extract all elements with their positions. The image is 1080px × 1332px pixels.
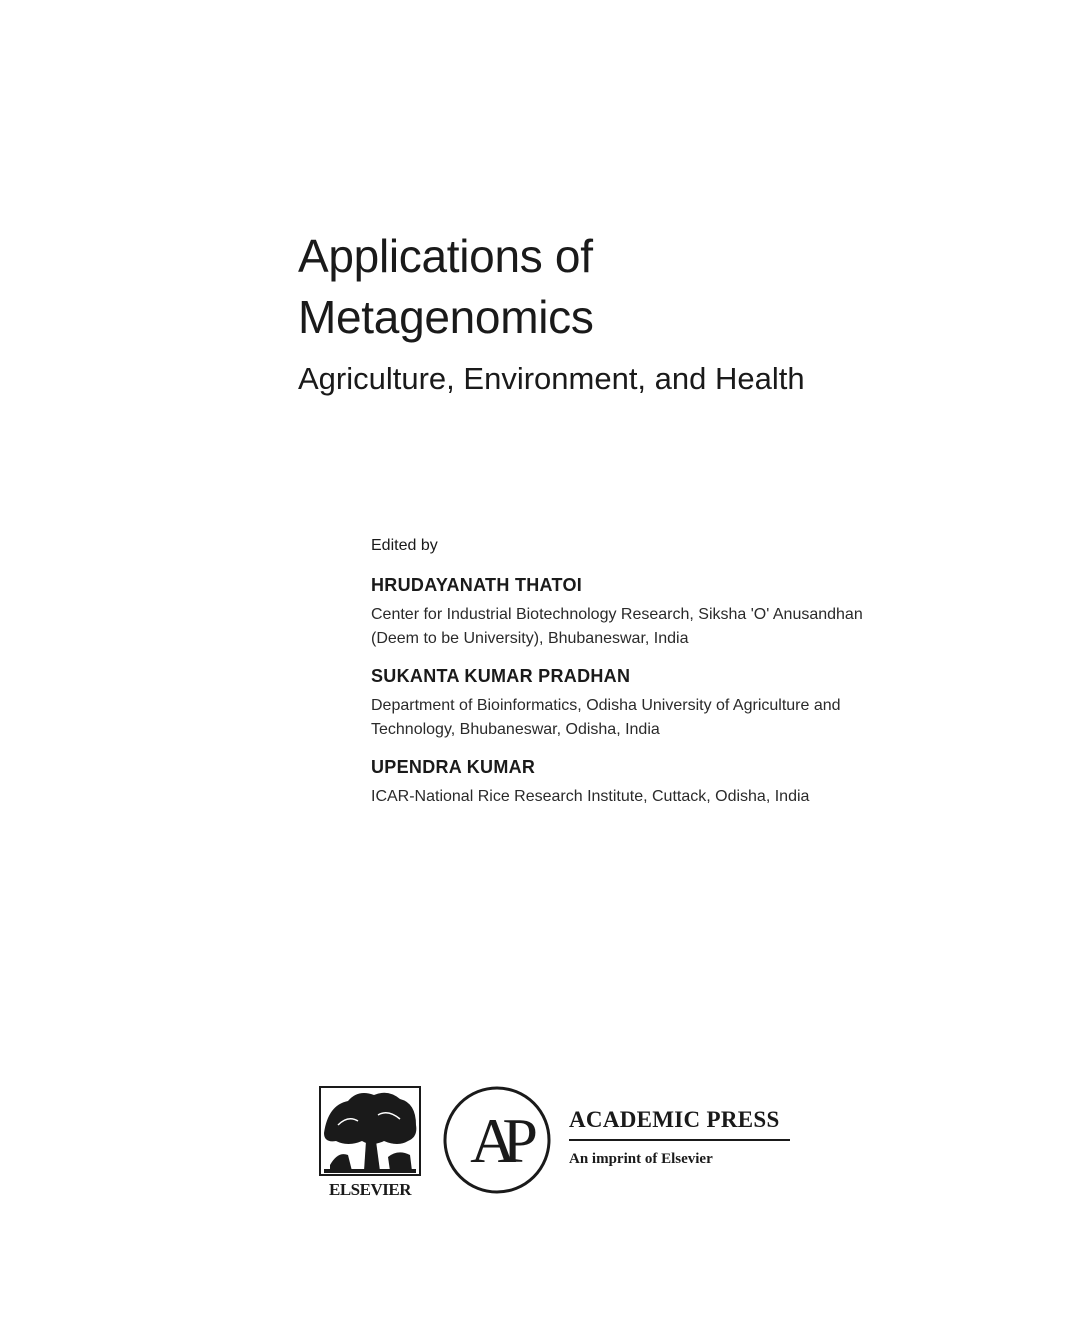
editor-affiliation-line: Technology, Bhubaneswar, Odisha, India <box>371 721 660 738</box>
editor-entry <box>371 755 971 809</box>
book-title-line-1: Applications of <box>298 230 593 282</box>
book-subtitle: Agriculture, Environment, and Health <box>298 361 805 396</box>
edited-by-label: Edited by <box>371 537 438 554</box>
editor-affiliation-line: Department of Bioinformatics, Odisha University of Agriculture and <box>371 697 841 714</box>
elsevier-logo <box>318 1085 422 1199</box>
editor-affiliation-line: Center for Industrial Biotechnology Research, Siksha 'O' Anusandhan <box>371 606 863 623</box>
editor-affiliation-line: (Deem to be University), Bhubaneswar, India <box>371 630 689 647</box>
academic-press-rule <box>569 1139 790 1141</box>
academic-press-name: ACADEMIC PRESS <box>569 1107 780 1132</box>
editor-affiliation-line: ICAR-National Rice Research Institute, Cuttack, Odisha, India <box>371 788 810 805</box>
publisher-logos <box>318 1085 818 1205</box>
elsevier-wordmark: ELSEVIER <box>329 1180 411 1199</box>
book-title-line-2: Metagenomics <box>298 291 594 343</box>
editor-name: HRUDAYANATH THATOI <box>371 575 583 595</box>
academic-press-imprint: An imprint of Elsevier <box>569 1151 713 1167</box>
editor-name: SUKANTA KUMAR PRADHAN <box>371 666 631 686</box>
book-title <box>298 226 594 348</box>
elsevier-tree-icon <box>318 1085 422 1177</box>
editors-section <box>371 535 971 822</box>
editor-name: UPENDRA KUMAR <box>371 757 536 777</box>
academic-press-monogram <box>442 1085 552 1195</box>
editor-entry <box>371 573 971 651</box>
ap-monogram-text: AP <box>470 1105 524 1176</box>
editor-entry <box>371 664 971 742</box>
